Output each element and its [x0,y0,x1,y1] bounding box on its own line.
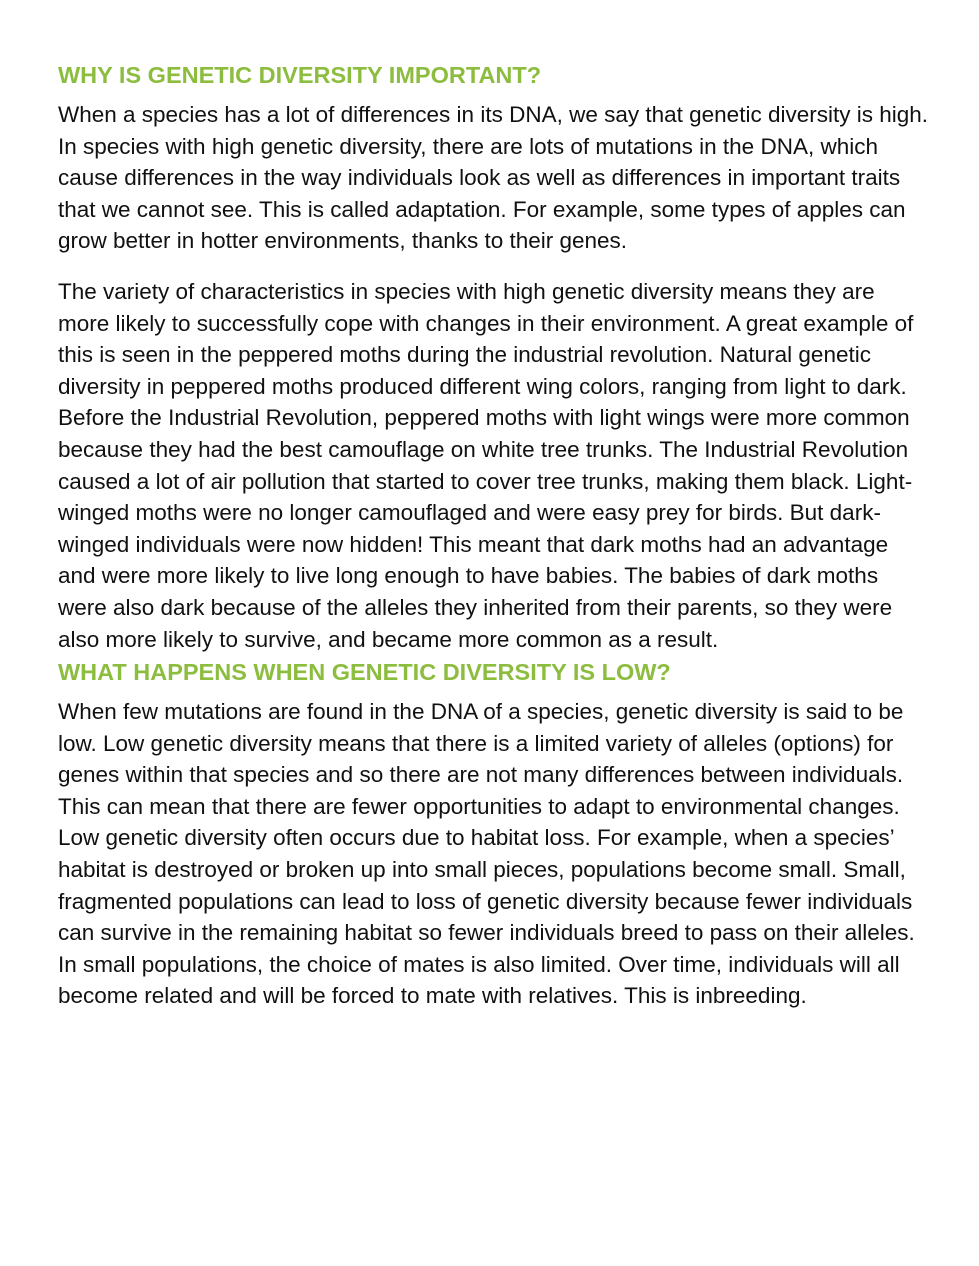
section-genetic-diversity-importance [58,58,928,655]
section-heading: WHY IS GENETIC DIVERSITY IMPORTANT? [58,62,542,88]
section-paragraph: When a species has a lot of differences in its DNA, we say that genetic diversity is high. In species with high genetic diversity, there are lots of mutations in the DNA, which cause differences in the way individuals look as well as differences in important traits that we cannot see. This is called adaptation. For example, some types of apples can grow better in hotter environments, thanks to their genes. [58,102,929,254]
section-paragraph: The variety of characteristics in species with high genetic diversity means they are more likely to successfully cope with changes in their environment. A great example of this is seen in the peppered moths during the industrial revolution. Natural genetic diversity in peppered moths produced different wing colors, ranging from light to dark. Before the Industrial Revolution, peppered moths with light wings were more common because they had the best camouflage on white tree trunks. The Industrial Revolution caused a lot of air pollution that started to cover tree trunks, making them black. Light-winged moths were no longer camouflaged and were easy prey for birds. But dark-winged individuals were now hidden! This meant that dark moths had an advantage and were more likely to live long enough to have babies. The babies of dark moths were also dark because of the alleles they inherited from their parents, so they were also more likely to survive, and became more common as a result. [58,278,914,652]
section-low-genetic-diversity [58,655,928,1012]
section-heading: WHAT HAPPENS WHEN GENETIC DIVERSITY IS LOW? [58,659,671,686]
document-page [58,58,928,1012]
section-paragraph: When few mutations are found in the DNA of a species, genetic diversity is said to be low. Low genetic diversity means that there is a limited variety of alleles (options) for genes within that species and so there are not many differences between individuals. This can mean that there are fewer opportunities to adapt to environmental changes. Low genetic diversity often occurs due to habitat loss. For example, when a species’ habitat is destroyed or broken up into small pieces, populations become small. Small, fragmented populations can lead to loss of genetic diversity because fewer individuals can survive in the remaining habitat so fewer individuals breed to pass on their alleles. In small populations, the choice of mates is also limited. Over time, individuals will all become related and will be forced to mate with relatives. This is inbreeding. [58,699,915,1009]
